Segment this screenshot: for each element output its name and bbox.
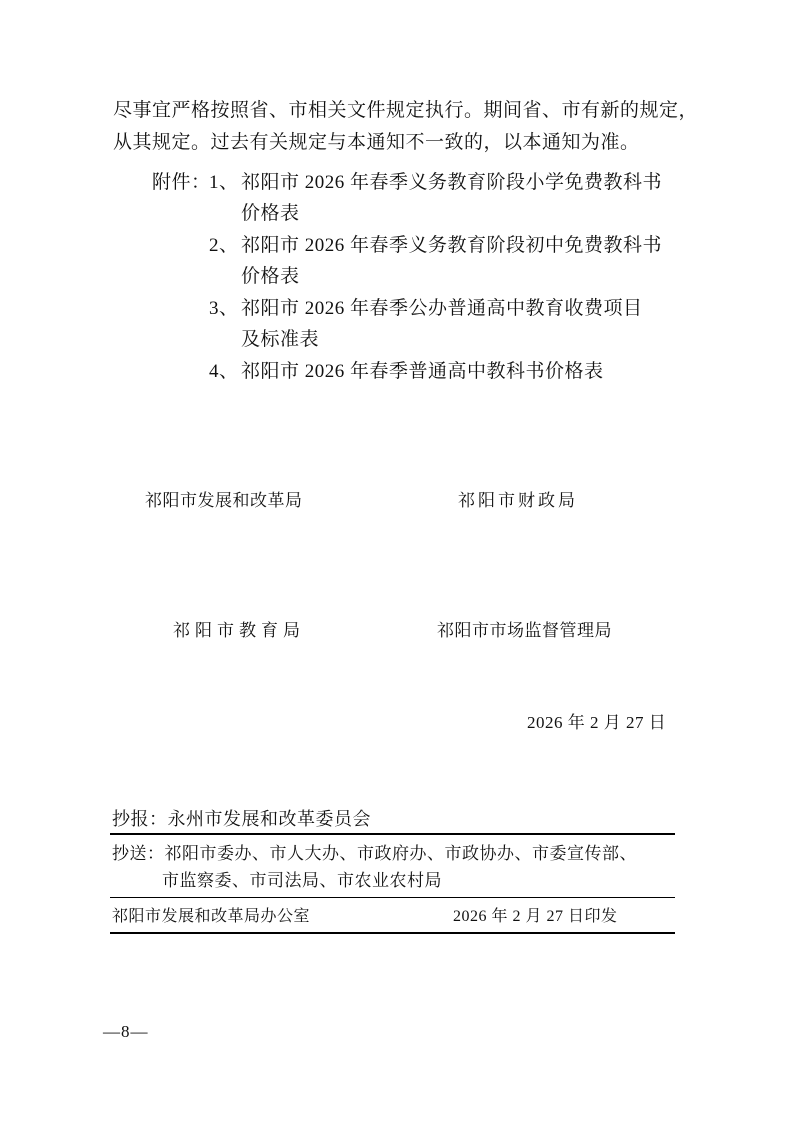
cc-line-2: 市监察委、市司法局、市农业农村局: [162, 871, 442, 890]
copy-report-line: 抄报：永州市发展和改革委员会: [112, 809, 371, 829]
attachment-3-title-line-1: 祁阳市 2026 年春季公办普通高中教育收费项目: [241, 298, 643, 319]
attachment-4-title-line-1: 祁阳市 2026 年春季普通高中教科书价格表: [241, 361, 604, 382]
footer-divider-1: [110, 833, 675, 835]
signature-agency-development-reform: 祁阳市发展和改革局: [145, 491, 303, 510]
footer-divider-3: [110, 932, 675, 934]
attachment-2-title-line-2: 价格表: [241, 266, 300, 287]
issuing-office: 祁阳市发展和改革局办公室: [112, 908, 311, 925]
attachment-1-title-line-2: 价格表: [241, 203, 300, 224]
attachment-3-number: 3、: [209, 298, 239, 319]
attachment-4-number: 4、: [209, 361, 239, 382]
footer-divider-2: [110, 897, 675, 898]
attachment-2-number: 2、: [209, 235, 239, 256]
body-paragraph-line-1: 尽事宜严格按照省、市相关文件规定执行。期间省、市有新的规定，: [113, 100, 699, 121]
signature-agency-market-supervision: 祁阳市市场监督管理局: [437, 621, 612, 640]
attachments-label: 附件：: [152, 172, 211, 193]
body-paragraph-line-2: 从其规定。过去有关规定与本通知不一致的，以本通知为准。: [113, 132, 640, 153]
page-number: —8—: [103, 1022, 149, 1041]
signature-agency-education: 祁阳市教育局: [173, 621, 305, 640]
attachment-2-title-line-1: 祁阳市 2026 年春季义务教育阶段初中免费教科书: [241, 235, 663, 256]
attachment-1-number: 1、: [209, 172, 239, 193]
document-date: 2026 年 2 月 27 日: [527, 713, 667, 732]
signature-agency-finance: 祁阳市财政局: [458, 491, 578, 510]
print-date: 2026 年 2 月 27 日印发: [453, 908, 618, 925]
attachment-3-title-line-2: 及标准表: [241, 329, 320, 350]
attachment-1-title-line-1: 祁阳市 2026 年春季义务教育阶段小学免费教科书: [241, 172, 663, 193]
cc-line-1: 抄送：祁阳市委办、市人大办、市政府办、市政协办、市委宣传部、: [112, 844, 637, 863]
